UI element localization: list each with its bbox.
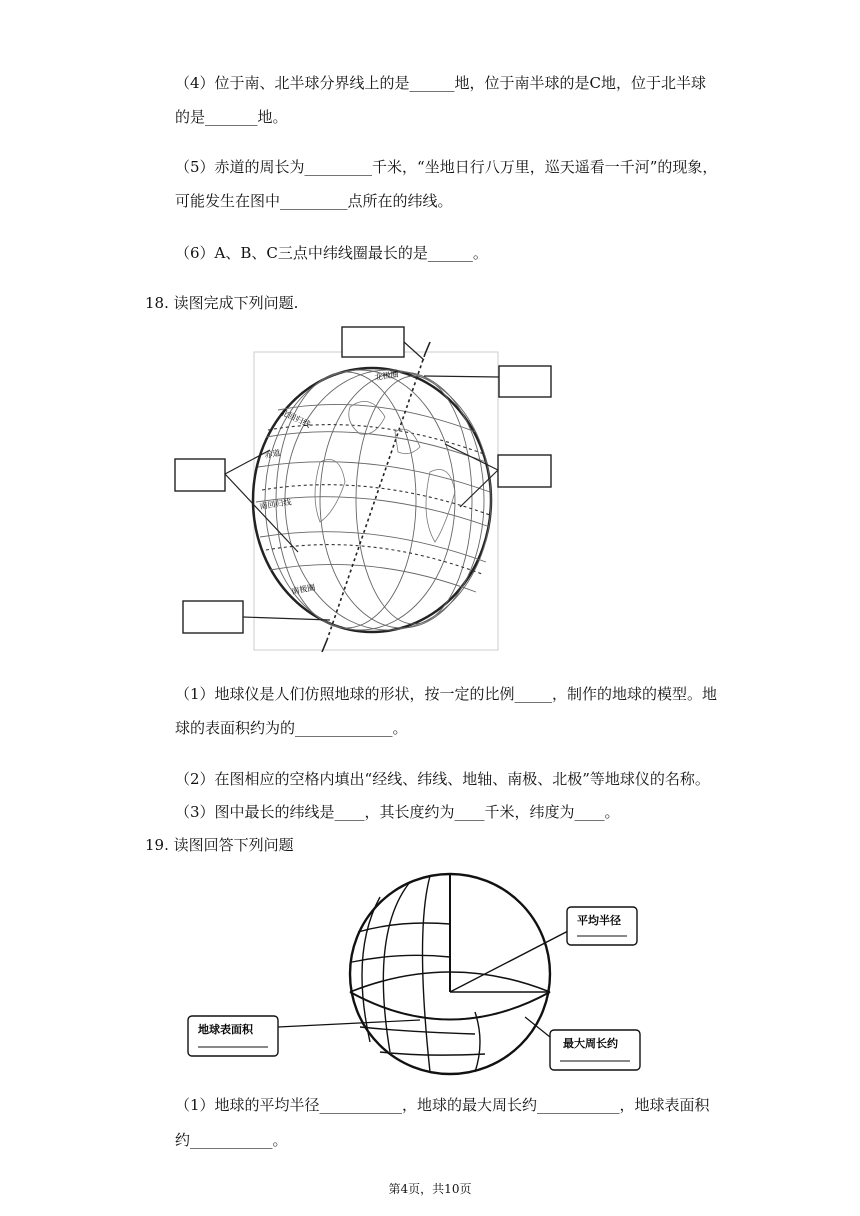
label-south-circle: 南极圈 <box>290 582 316 596</box>
q17-item6: （6）A、B、C三点中纬线圈最长的是______。 <box>175 244 488 262</box>
q18-item3: （3）图中最长的纬线是____，其长度约为____千米，纬度为____。 <box>175 803 620 821</box>
q18-title: 18. 读图完成下列问题. <box>145 294 299 312</box>
q18-item2: （2）在图相应的空格内填出“经线、纬线、地轴、南极、北极”等地球仪的名称。 <box>175 770 710 788</box>
globe-figure <box>170 322 560 654</box>
label-north-circle: 北极圈 <box>374 369 400 382</box>
answer-box-left[interactable] <box>175 459 225 491</box>
q18-item1-line2: 球的表面积约为的_____________。 <box>175 719 408 737</box>
answer-box-upper-right[interactable] <box>499 366 551 397</box>
answer-box-top[interactable] <box>342 327 404 357</box>
q17-item4-line1: （4）位于南、北半球分界线上的是______地，位于南半球的是C地，位于北半球 <box>175 74 707 92</box>
surface-area-label: 地球表面积 <box>198 1023 253 1036</box>
max-circumference-label: 最大周长约 <box>563 1037 618 1050</box>
q17-item5-line2: 可能发生在图中_________点所在的纬线。 <box>175 192 453 210</box>
continent-outlines <box>315 401 455 542</box>
avg-radius-label: 平均半径 <box>577 914 621 927</box>
tropic-capricorn-line <box>266 545 482 574</box>
q19-item1-line1: （1）地球的平均半径___________，地球的最大周长约___________，地球表面积 <box>175 1096 710 1114</box>
earth-sphere-figure <box>185 872 655 1082</box>
label-equator: 赤道 <box>263 448 282 460</box>
q18-item1-line1: （1）地球仪是人们仿照地球的形状，按一定的比例_____，制作的地球的模型。地 <box>175 685 718 703</box>
answer-box-right[interactable] <box>498 455 551 487</box>
q17-item5-line1: （5）赤道的周长为_________千米，“坐地日行八万里，巡天遥看一千河”的现象， <box>175 158 718 176</box>
q19-item1-line2: 约___________。 <box>175 1131 288 1149</box>
label-tropic-capricorn: 南回归线 <box>259 497 292 511</box>
label-tropic-cancer: 北回归线 <box>279 407 312 430</box>
max-circumference-box[interactable] <box>550 1030 640 1070</box>
page-footer: 第4页，共10页 <box>388 1182 472 1196</box>
q19-title: 19. 读图回答下列问题 <box>145 836 294 854</box>
answer-box-bottom[interactable] <box>183 601 243 633</box>
q17-item4-line2: 的是_______地。 <box>175 108 288 126</box>
surface-area-box[interactable] <box>188 1016 278 1056</box>
